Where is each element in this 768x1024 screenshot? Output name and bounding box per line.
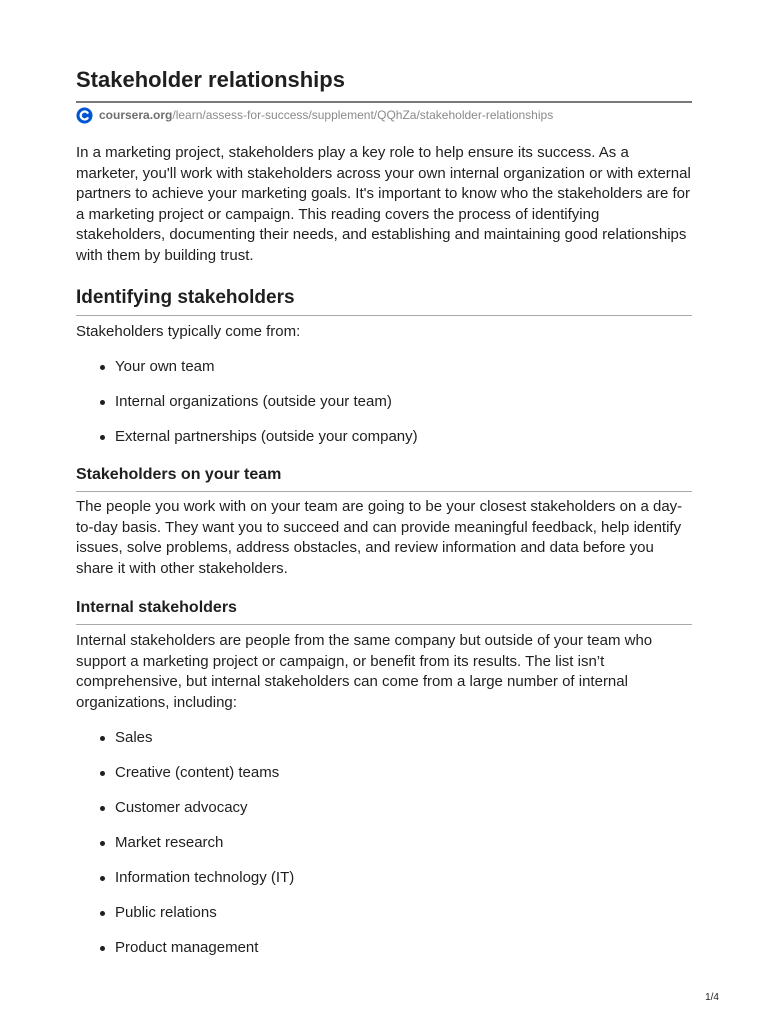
stakeholder-source-list bbox=[76, 357, 692, 462]
list-item: External partnerships (outside your company) bbox=[76, 427, 692, 462]
internal-paragraph: Internal stakeholders are people from the same company but outside of your team who support a marketing project or campaign, or benefit from its results. The list isn’t comprehensive, but internal stakeholders can come from a large number of internal organizations, including: bbox=[76, 632, 653, 711]
title-divider bbox=[76, 101, 692, 103]
subsection-divider bbox=[76, 624, 692, 625]
page-title: Stakeholder relationships bbox=[76, 67, 345, 92]
coursera-logo-icon bbox=[76, 107, 93, 124]
source-url[interactable] bbox=[99, 108, 553, 122]
subsection-divider bbox=[76, 491, 692, 492]
internal-organization-list bbox=[76, 728, 692, 973]
list-item: Creative (content) teams bbox=[76, 763, 692, 798]
subsection-heading-internal: Internal stakeholders bbox=[76, 599, 237, 616]
identifying-lead: Stakeholders typically come from: bbox=[76, 323, 301, 340]
source-link[interactable] bbox=[76, 106, 553, 124]
intro-paragraph: In a marketing project, stakeholders play a key role to help ensure its success. As a marketer, you'll work with stakeholders across your own internal organization or with external partners to achieve your marketing goals. It's important to know who the stakeholders are for a marketing project or campaign. This reading covers the process of identifying stakeholders, documenting their needs, and establishing and maintaining good relationships with them by building trust. bbox=[76, 144, 691, 264]
list-item: Information technology (IT) bbox=[76, 868, 692, 903]
list-item: Product management bbox=[76, 938, 692, 973]
list-item: Customer advocacy bbox=[76, 798, 692, 833]
list-item: Public relations bbox=[76, 903, 692, 938]
section-heading-identifying: Identifying stakeholders bbox=[76, 287, 295, 308]
source-domain[interactable]: coursera.org bbox=[99, 108, 173, 122]
subsection-heading-team: Stakeholders on your team bbox=[76, 466, 282, 483]
list-item: Market research bbox=[76, 833, 692, 868]
section-divider bbox=[76, 315, 692, 316]
list-item: Sales bbox=[76, 728, 692, 763]
list-item: Your own team bbox=[76, 357, 692, 392]
source-path[interactable]: /learn/assess-for-success/supplement/QQhZa/stakeholder-relationships bbox=[172, 108, 554, 122]
list-item: Internal organizations (outside your team) bbox=[76, 392, 692, 427]
page-number: 1/4 bbox=[705, 992, 719, 1003]
team-paragraph: The people you work with on your team are going to be your closest stakeholders on a day-to-day basis. They want you to succeed and can provide meaningful feedback, help identify issues, solve problems, address obstacles, and review information and data before you share it with other stakeholders. bbox=[76, 498, 683, 577]
